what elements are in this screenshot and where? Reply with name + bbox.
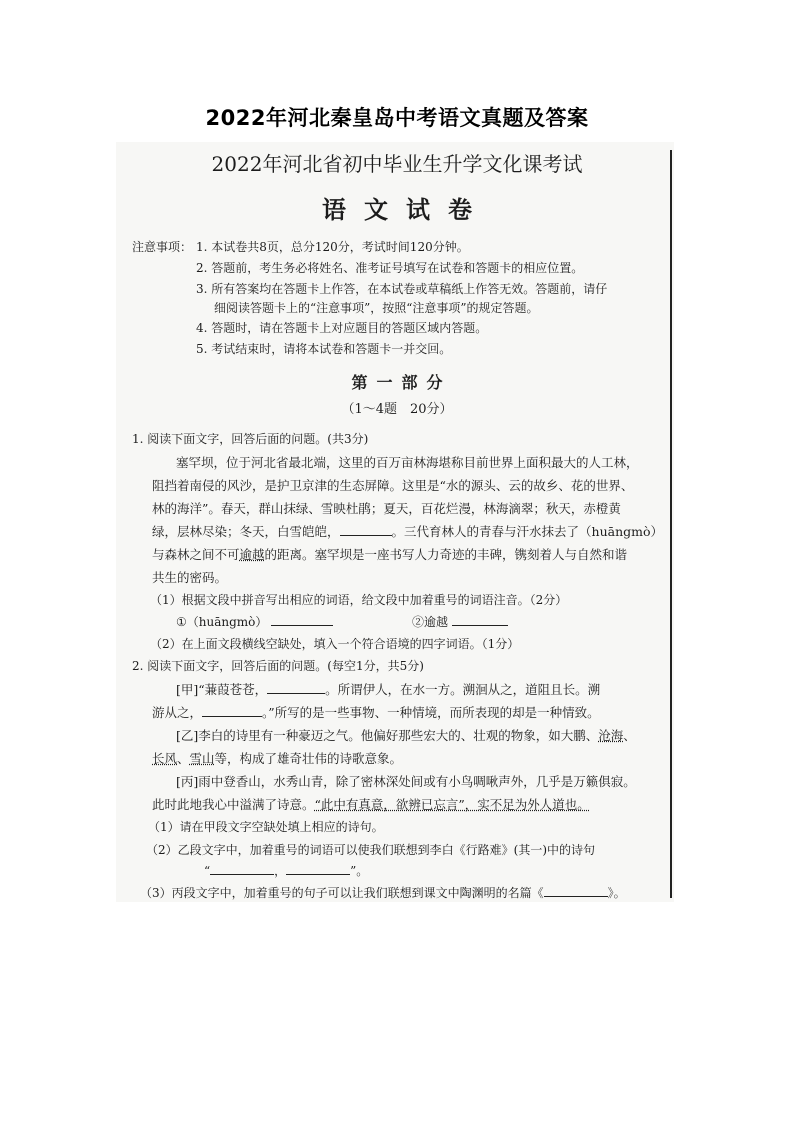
q2-passage-text: 。所谓伊人，在水一方。溯洄从之，道阻且长。溯 [325,682,601,697]
q2-passage-text: 、 [623,728,636,743]
q1-passage-text: 的距离。塞罕坝是一座书写人力奇迹的丰碑，镌刻着人与自然和谐 [264,547,628,562]
notice-item: 5. 考试结束时，请将本试卷和答题卡一并交回。 [196,342,452,356]
q1-passage-text: 与森林之间不可 [152,547,240,562]
q2-answer-blank [210,864,274,875]
notice-label: 注意事项： [132,240,193,254]
q2-passage-text: [甲]“蒹葭苍苍， [176,682,268,697]
q1-passage-text: 绿，层林尽染；冬天，白雪皑皑， [152,524,340,539]
part-subtitle: （1～4题 20分） [341,402,453,417]
q2-passage-line [152,749,402,767]
q2-answer-line [204,862,368,879]
q2-passage-line [176,680,600,698]
q2-emphasized-sentence: “此中有真意，欲辨已忘言”，实不足为外人道也。 [314,797,590,812]
notice-item: 3. 所有答案均在答题卡上作答，在本试卷或草稿纸上作答无效。答题前，请仔 [196,282,608,296]
q2-passage-text: 游从之， [152,705,203,720]
q2-subquestion-1: （1）请在甲段文字空缺处填上相应的诗句。 [148,820,384,834]
q2-subquestion-3 [140,884,626,901]
q1-answer-label: ②逾越 [412,615,449,629]
q1-emphasized-word: 逾越 [239,547,265,562]
q2-fill-blank [202,706,262,717]
q2-subquestion-2: （2）乙段文字中，加着重号的词语可以使我们联想到李白《行路难》(其一)中的诗句 [146,843,596,857]
q2-emphasized-word: 长风 [152,751,178,766]
q2-passage-line [176,726,636,744]
q2-subquestion-text: 》。 [607,886,626,900]
document-title: 2022年河北秦皇岛中考语文真题及答案 [205,106,589,130]
q2-quote-mark: ”。 [350,864,369,878]
q1-answer-line [412,613,508,630]
q2-passage-text: [乙]李白的诗里有一种豪迈之气。他偏好那些宏大的、壮观的物象，如大鹏、 [176,728,599,743]
exam-title: 2022年河北省初中毕业生升学文化课考试 [211,152,583,176]
q2-answer-blank [544,886,608,897]
q1-answer-blank [271,615,333,626]
q1-subquestion-1: （1）根据文段中拼音写出相应的词语，给文段中加着重号的词语注音。（2分） [150,593,568,607]
notice-item: 细阅读答题卡上的“注意事项”，按照“注意事项”的规定答题。 [214,301,539,315]
q2-passage-text: 此时此地我心中溢满了诗意。 [152,797,315,812]
q1-answer-label: ①（huāngmò） [176,615,268,629]
notice-item: 1. 本试卷共8页，总分120分，考试时间120分钟。 [196,240,469,254]
notice-item: 4. 答题时，请在答题卡上对应题目的答题区域内答题。 [196,321,488,335]
q1-passage-line: 林的海洋”。春天，群山抹绿、雪映杜鹃；夏天，百花烂漫，林海滴翠；秋天，赤橙黄 [152,501,621,516]
q1-passage-line [152,545,627,563]
subject-title: 语文试卷 [322,196,490,224]
q2-answer-blank [286,864,350,875]
notice-item: 2. 答题前，考生务必将姓名、准考证号填写在试卷和答题卡的相应位置。 [196,261,584,275]
q2-subquestion-text: （3）丙段文字中，加着重号的句子可以让我们联想到课文中陶渊明的名篇《 [140,886,544,900]
q1-passage-line: 共生的密码。 [152,570,228,585]
q2-emphasized-word: 沧海 [598,728,624,743]
margin-rule [670,150,672,898]
q1-passage-line: 阻挡着南侵的风沙，是护卫京津的生态屏障。这里是“水的源头、云的故乡、花的世界、 [152,478,634,493]
q1-fill-blank [340,525,392,536]
q2-passage-text: 、 [177,751,190,766]
q1-passage-line: 塞罕坝，位于河北省最北端，这里的百万亩林海堪称目前世界上面积最大的人工林， [176,455,639,470]
q1-subquestion-2: （2）在上面文段横线空缺处，填入一个符合语境的四字词语。（1分） [150,637,520,651]
q1-passage-text: 。三代育林人的青春与汗水抹去了（huāngmò） [391,524,664,539]
q2-fill-blank [267,683,325,694]
q1-answer-blank [452,615,508,626]
q2-passage-line: [丙]雨中登香山，水秀山青，除了密林深处间或有小鸟啁啾声外，几乎是万籁俱寂。 [176,774,636,789]
q2-passage-text: 。”所写的是一些事物、一种情境，而所表现的却是一种情致。 [262,705,600,720]
q2-quote-mark: “ [204,864,211,878]
question-1-stem: 1. 阅读下面文字，回答后面的问题。(共3分) [132,432,369,446]
q1-passage-line [152,522,663,540]
q1-answer-line [176,613,333,630]
part-title: 第一部分 [351,373,452,392]
q2-comma: ， [274,864,287,878]
q2-passage-line [152,795,590,813]
question-2-stem: 2. 阅读下面文字，回答后面的问题。(每空1分，共5分) [132,659,424,673]
q2-passage-text: 等，构成了雄奇壮伟的诗歌意象。 [214,751,403,766]
q2-passage-line [152,703,600,721]
q2-emphasized-word: 雪山 [189,751,215,766]
